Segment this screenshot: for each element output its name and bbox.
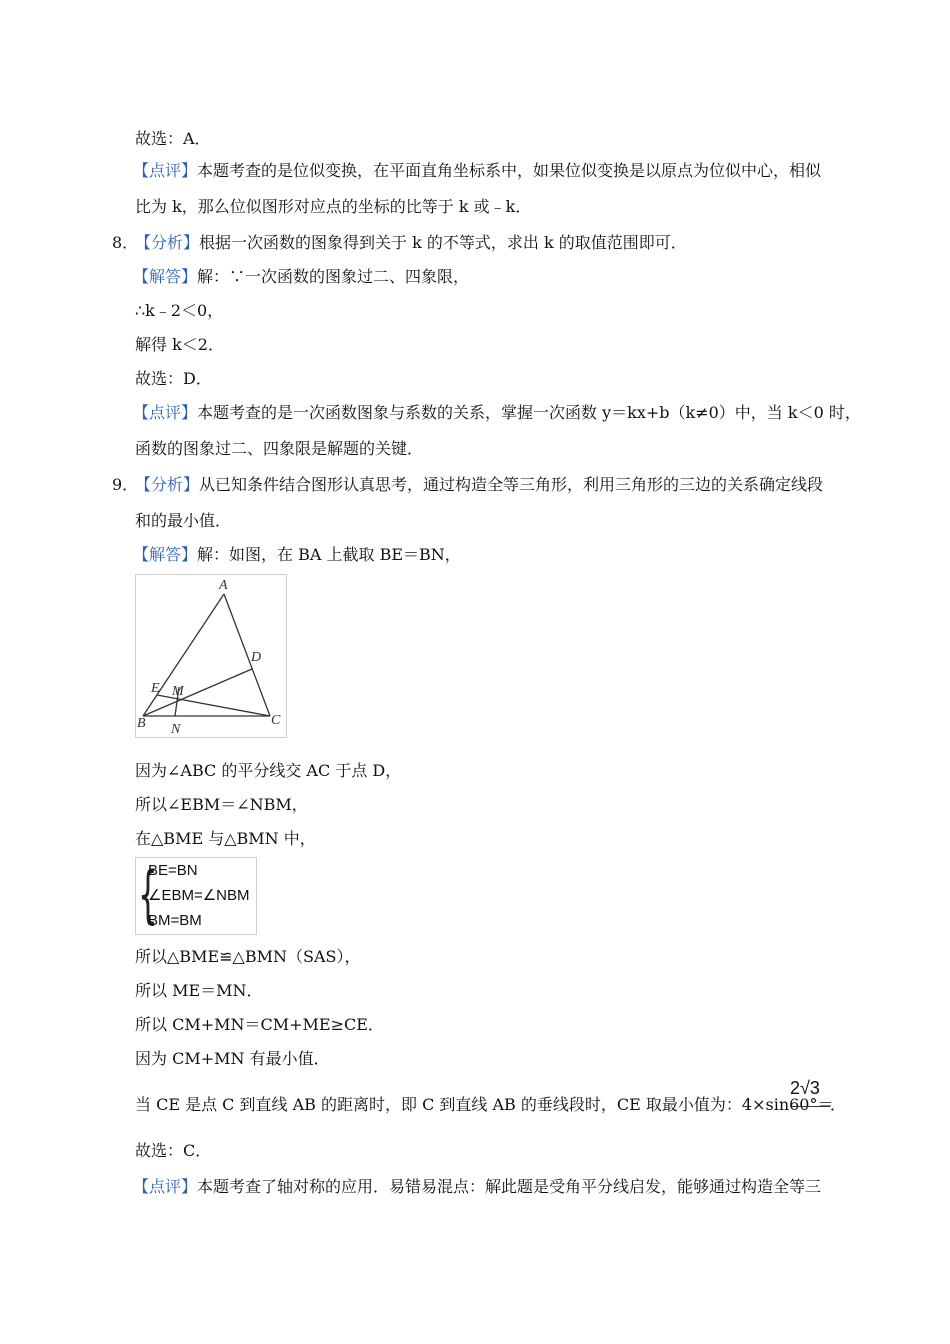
- comment-line-cont: 函数的图象过二、四象限是解题的关键．: [135, 439, 424, 458]
- triangle-figure: [135, 574, 287, 738]
- comment-line: [133, 160, 821, 182]
- proof-line: 所以 CM+MN＝CM+ME≥CE．: [135, 1015, 384, 1034]
- answer-line: 故选：A．: [135, 129, 211, 148]
- label-M: M: [172, 684, 184, 699]
- label-D: D: [251, 650, 262, 665]
- solution-line: [133, 266, 469, 288]
- line-end: ．: [830, 1095, 847, 1114]
- analysis-tag: 【分析】: [135, 233, 200, 252]
- solution-step: ∴k﹣2＜0，: [135, 301, 224, 320]
- comment-tag: 【点评】: [133, 403, 198, 422]
- proof-line: 当 CE 是点 C 到直线 AB 的距离时，即 C 到直线 AB 的垂线段时，CE 取最小值为：4×sin60°＝: [135, 1095, 834, 1114]
- comment-line-cont: 比为 k，那么位似图形对应点的坐标的比等于 k 或﹣k．: [135, 197, 532, 216]
- fraction-numerator: 2√3: [790, 1078, 820, 1098]
- question-number: 8．: [112, 233, 139, 252]
- comment-tag: 【点评】: [133, 1177, 198, 1196]
- solution-tag: 【解答】: [133, 267, 198, 286]
- left-brace-icon: {: [138, 858, 158, 931]
- analysis-line: [135, 474, 823, 496]
- solution-tag: 【解答】: [133, 545, 198, 564]
- comment-line: [133, 402, 861, 424]
- solution-step: 解得 k＜2．: [135, 335, 224, 354]
- label-B: B: [137, 716, 146, 731]
- proof-line: 因为∠ABC 的平分线交 AC 于点 D，: [135, 761, 402, 780]
- label-E: E: [151, 681, 160, 696]
- proof-line: 所以△BME≌△BMN（SAS），: [135, 947, 361, 966]
- comment-line: [133, 1176, 821, 1198]
- analysis-line: [135, 232, 687, 254]
- comment-text: 本题考查了轴对称的应用．易错易混点：解此题是受角平分线启发，能够通过构造全等三: [197, 1177, 822, 1196]
- comment-text: 本题考查的是一次函数图象与系数的关系，掌握一次函数 y＝kx+b（k≠0）中，当 k＜0 时，: [197, 403, 861, 422]
- proof-line: 所以∠EBM＝∠NBM，: [135, 795, 308, 814]
- proof-line: 在△BME 与△BMN 中，: [135, 829, 316, 848]
- comment-tag: 【点评】: [133, 161, 198, 180]
- answer-line: 故选：C．: [135, 1141, 212, 1160]
- solution-text: 解：∵一次函数的图象过二、四象限，: [197, 267, 470, 286]
- comment-text: 本题考查的是位似变换，在平面直角坐标系中，如果位似变换是以原点为位似中心，相似: [197, 161, 822, 180]
- proof-line: 所以 ME＝MN．: [135, 981, 263, 1000]
- solution-line: [133, 544, 461, 566]
- analysis-text: 根据一次函数的图象得到关于 k 的不等式，求出 k 的取值范围即可．: [199, 233, 687, 252]
- analysis-text: 从已知条件结合图形认真思考，通过构造全等三角形，利用三角形的三边的关系确定线段: [199, 475, 824, 494]
- question-number: 9．: [112, 475, 139, 494]
- system-row: BM=BM: [148, 912, 202, 929]
- answer-line: 故选：D．: [135, 369, 212, 388]
- analysis-tag: 【分析】: [135, 475, 200, 494]
- proof-line: 因为 CM+MN 有最小值．: [135, 1049, 330, 1068]
- system-row: BE=BN: [148, 862, 198, 879]
- label-N: N: [171, 722, 181, 737]
- analysis-line-cont: 和的最小值．: [135, 511, 232, 530]
- equation-system: [135, 857, 257, 935]
- result-fraction: [790, 1078, 830, 1107]
- system-row: ∠EBM=∠NBM: [148, 887, 250, 904]
- label-A: A: [219, 578, 228, 593]
- solution-text: 解：如图，在 BA 上截取 BE＝BN，: [197, 545, 461, 564]
- label-C: C: [271, 713, 281, 728]
